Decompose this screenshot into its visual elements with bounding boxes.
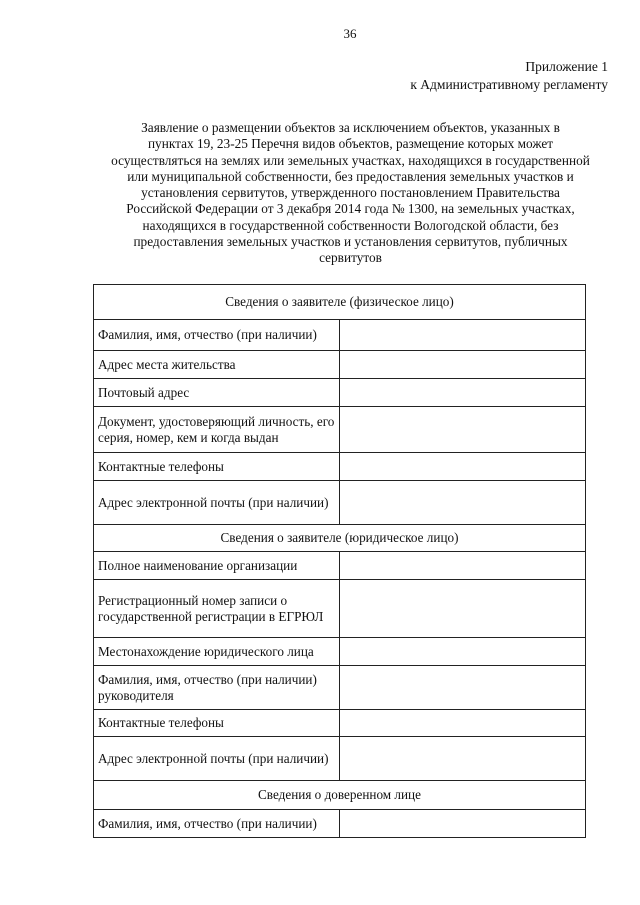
field-label-phones: Контактные телефоны <box>94 453 340 481</box>
annex-title: Приложение 1 <box>525 59 608 74</box>
table-row <box>94 737 586 781</box>
title-line: пунктах 19, 23-25 Перечня видов объектов, размещение которых может <box>147 136 554 152</box>
field-label-proxy-name: Фамилия, имя, отчество (при наличии) <box>94 810 340 838</box>
table-row <box>94 710 586 737</box>
field-value-egrul-number[interactable] <box>340 580 586 638</box>
title-line: установления сервитутов, утвержденного постановлением Правительства <box>141 185 560 201</box>
annex-header <box>410 58 608 94</box>
field-value-organization-name[interactable] <box>340 552 586 580</box>
table-row <box>94 638 586 666</box>
field-value-phones[interactable] <box>340 453 586 481</box>
table-row <box>94 666 586 710</box>
title-line: сервитутов <box>319 250 382 266</box>
table-row <box>94 481 586 525</box>
field-value-identity-document[interactable] <box>340 407 586 453</box>
title-line: находящихся в государственной собственности Вологодской области, без <box>142 217 559 233</box>
field-label-identity-document: Документ, удостоверяющий личность, его серия, номер, кем и когда выдан <box>94 407 340 453</box>
application-form-table <box>93 284 586 838</box>
document-title <box>88 120 613 267</box>
title-line: предоставления земельных участков и установления сервитутов, публичных <box>133 234 568 250</box>
field-label-full-name: Фамилия, имя, отчество (при наличии) <box>94 320 340 351</box>
field-value-org-phones[interactable] <box>340 710 586 737</box>
field-label-residence-address: Адрес места жительства <box>94 351 340 379</box>
field-value-proxy-name[interactable] <box>340 810 586 838</box>
table-row <box>94 320 586 351</box>
field-label-org-email: Адрес электронной почты (при наличии) <box>94 737 340 781</box>
section-proxy: Сведения о доверенном лице <box>94 781 586 810</box>
field-label-organization-name: Полное наименование организации <box>94 552 340 580</box>
table-row <box>94 453 586 481</box>
field-label-egrul-number: Регистрационный номер записи о государственной регистрации в ЕГРЮЛ <box>94 580 340 638</box>
field-value-director-name[interactable] <box>340 666 586 710</box>
annex-subtitle: к Административному регламенту <box>410 77 608 92</box>
field-value-org-email[interactable] <box>340 737 586 781</box>
field-value-legal-address[interactable] <box>340 638 586 666</box>
section-legal-entity-applicant: Сведения о заявителе (юридическое лицо) <box>94 525 586 552</box>
field-label-email: Адрес электронной почты (при наличии) <box>94 481 340 525</box>
table-row <box>94 351 586 379</box>
field-label-org-phones: Контактные телефоны <box>94 710 340 737</box>
title-line: осуществляться на землях или земельных участках, находящихся в государственной <box>111 152 590 168</box>
field-value-email[interactable] <box>340 481 586 525</box>
field-label-postal-address: Почтовый адрес <box>94 379 340 407</box>
field-value-postal-address[interactable] <box>340 379 586 407</box>
field-label-legal-address: Местонахождение юридического лица <box>94 638 340 666</box>
table-row <box>94 407 586 453</box>
title-line: или муниципальной собственности, без предоставления земельных участков и <box>127 168 574 184</box>
table-row <box>94 580 586 638</box>
table-row <box>94 810 586 838</box>
section-header-row <box>94 285 586 320</box>
section-header-row <box>94 525 586 552</box>
section-individual-applicant: Сведения о заявителе (физическое лицо) <box>94 285 586 320</box>
title-line: Заявление о размещении объектов за исключением объектов, указанных в <box>141 120 560 135</box>
title-line: Российской Федерации от 3 декабря 2014 года № 1300, на земельных участках, <box>126 201 575 217</box>
field-label-director-name: Фамилия, имя, отчество (при наличии) руководителя <box>94 666 340 710</box>
page-number: 36 <box>343 26 357 41</box>
field-value-full-name[interactable] <box>340 320 586 351</box>
table-row <box>94 379 586 407</box>
table-row <box>94 552 586 580</box>
section-header-row <box>94 781 586 810</box>
field-value-residence-address[interactable] <box>340 351 586 379</box>
